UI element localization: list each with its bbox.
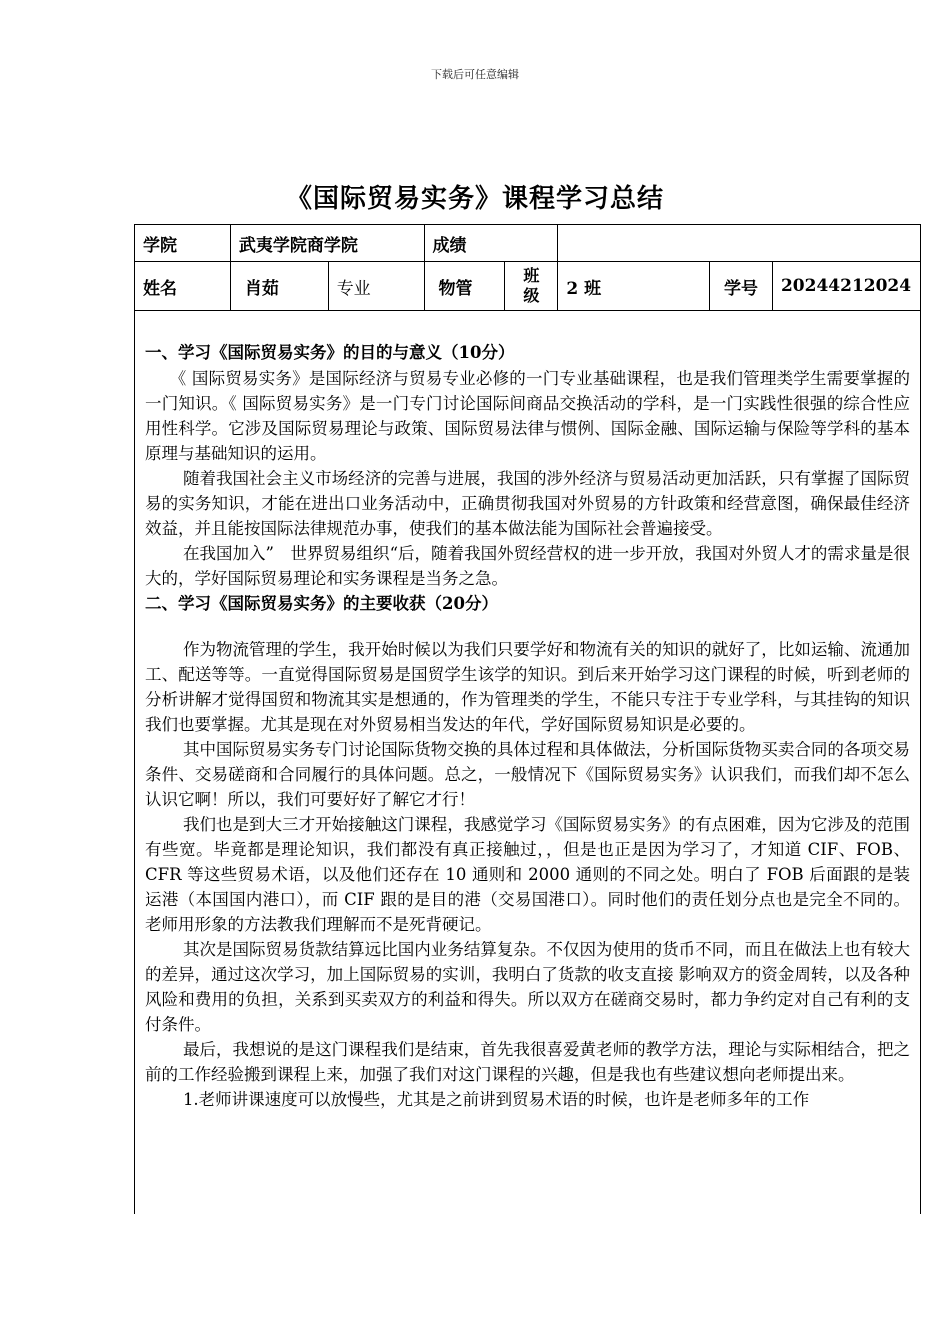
class-label-line1: 班 [523, 266, 540, 285]
section1-paragraph: 《 国际贸易实务》是国际经济与贸易专业必修的一门专业基础课程，也是我们管理类学生需要掌握的一门知识。《 国际贸易实务》是一门专门讨论国际间商品交换活动的学科，是一门实践性很强的综合性应用性科学。它涉及国际贸易理论与政策、国际贸易法律与惯例、国际金融、国际运输与保险等学科的基本原理与基础知识的运用。 [145, 369, 910, 463]
class-label-line2: 级 [523, 286, 540, 305]
section1-paragraph: 在我国加入” 世界贸易组织“后，随着我国外贸经营权的进一步开放，我国对外贸人才的需求量是很大的，学好国际贸易理论和实务课程是当务之急。 [145, 544, 910, 588]
section2-paragraph: 作为物流管理的学生，我开始时候以为我们只要学好和物流有关的知识的就好了，比如运输、流通加工、配送等等。一直觉得国际贸易是国贸学生该学的知识。到后来开始学习这门课程的时候，听到老师的分析讲解才觉得国贸和物流其实是想通的，作为管理类的学生，不能只专注于专业学科，与其挂钩的知识我们也要掌握。尤其是现在对外贸易相当发达的年代，学好国际贸易知识是必要的。 [145, 640, 910, 734]
page-title: 《国际贸易实务》课程学习总结 [285, 184, 664, 214]
info-row-college [135, 225, 921, 262]
id-value: 20244212024 [772, 262, 920, 311]
header-note: 下载后可任意编辑 [431, 68, 519, 81]
id-label: 学号 [710, 262, 773, 311]
score-value [558, 225, 921, 262]
section2-paragraph: 最后，我想说的是这门课程我们是结束，首先我很喜爱黄老师的教学方法，理论与实际相结合，把之前的工作经验搬到课程上来，加强了我们对这门课程的兴趣，但是我也有些建议想向老师提出来。 [145, 1040, 910, 1084]
major-label: 专业 [328, 262, 424, 311]
info-table [134, 224, 921, 311]
section1-heading: 一、学习《国际贸易实务》的目的与意义（10分） [145, 343, 515, 362]
section-spacer [145, 617, 910, 637]
section2-paragraph: 我们也是到大三才开始接触这门课程，我感觉学习《国际贸易实务》的有点困难，因为它涉及的范围有些宽。毕竟都是理论知识，我们都没有真正接触过，，但是也正是因为学习了，才知道 CIF、FOB、CFR 等这些贸易术语，以及他们还存在 10 通则和 2000 通则的不同之处。明白了 FOB 后面跟的是装运港（本国国内港口），而 CIF 跟的是目的港（交易国港口）。同时他们的责任划分点也是完全不同的。老师用形象的方法教我们理解而不是死背硬记。 [145, 815, 910, 934]
summary-content [134, 310, 921, 1214]
name-label: 姓名 [135, 262, 231, 311]
score-label: 成绩 [424, 225, 558, 262]
college-label: 学院 [135, 225, 231, 262]
name-value: 肖茹 [230, 262, 328, 311]
section1-paragraph: 随着我国社会主义市场经济的完善与进展，我国的涉外经济与贸易活动更加活跃，只有掌握了国际贸易的实务知识，才能在进出口业务活动中，正确贯彻我国对外贸易的方针政策和经营意图，确保最佳经济效益，并且能按国际法律规范办事，使我们的基本做法能为国际社会普遍接受。 [145, 469, 910, 538]
section2-heading: 二、学习《国际贸易实务》的主要收获（20分） [145, 594, 498, 613]
info-row-student [135, 262, 921, 311]
section2-paragraph: 其次是国际贸易货款结算远比国内业务结算复杂。不仅因为使用的货币不同，而且在做法上也有较大的差异，通过这次学习，加上国际贸易的实训，我明白了货款的收支直接 影响双方的资金周转，以及各种风险和费用的负担，关系到买卖双方的利益和得失。所以双方在磋商交易时，都力争约定对自己有利的支付条件。 [145, 940, 910, 1034]
class-label [505, 262, 558, 311]
college-value: 武夷学院商学院 [230, 225, 424, 262]
section2-paragraph: 其中国际贸易实务专门讨论国际货物交换的具体过程和具体做法，分析国际货物买卖合同的各项交易条件、交易磋商和合同履行的具体问题。总之，一般情况下《国际贸易实务》认识我们，而我们却不怎么认识它啊！所以，我们可要好好了解它才行！ [145, 740, 910, 809]
class-value: 2 班 [558, 262, 710, 311]
section2-paragraph: 1.老师讲课速度可以放慢些，尤其是之前讲到贸易术语的时候，也许是老师多年的工作 [182, 1090, 810, 1109]
major-value: 物管 [424, 262, 505, 311]
